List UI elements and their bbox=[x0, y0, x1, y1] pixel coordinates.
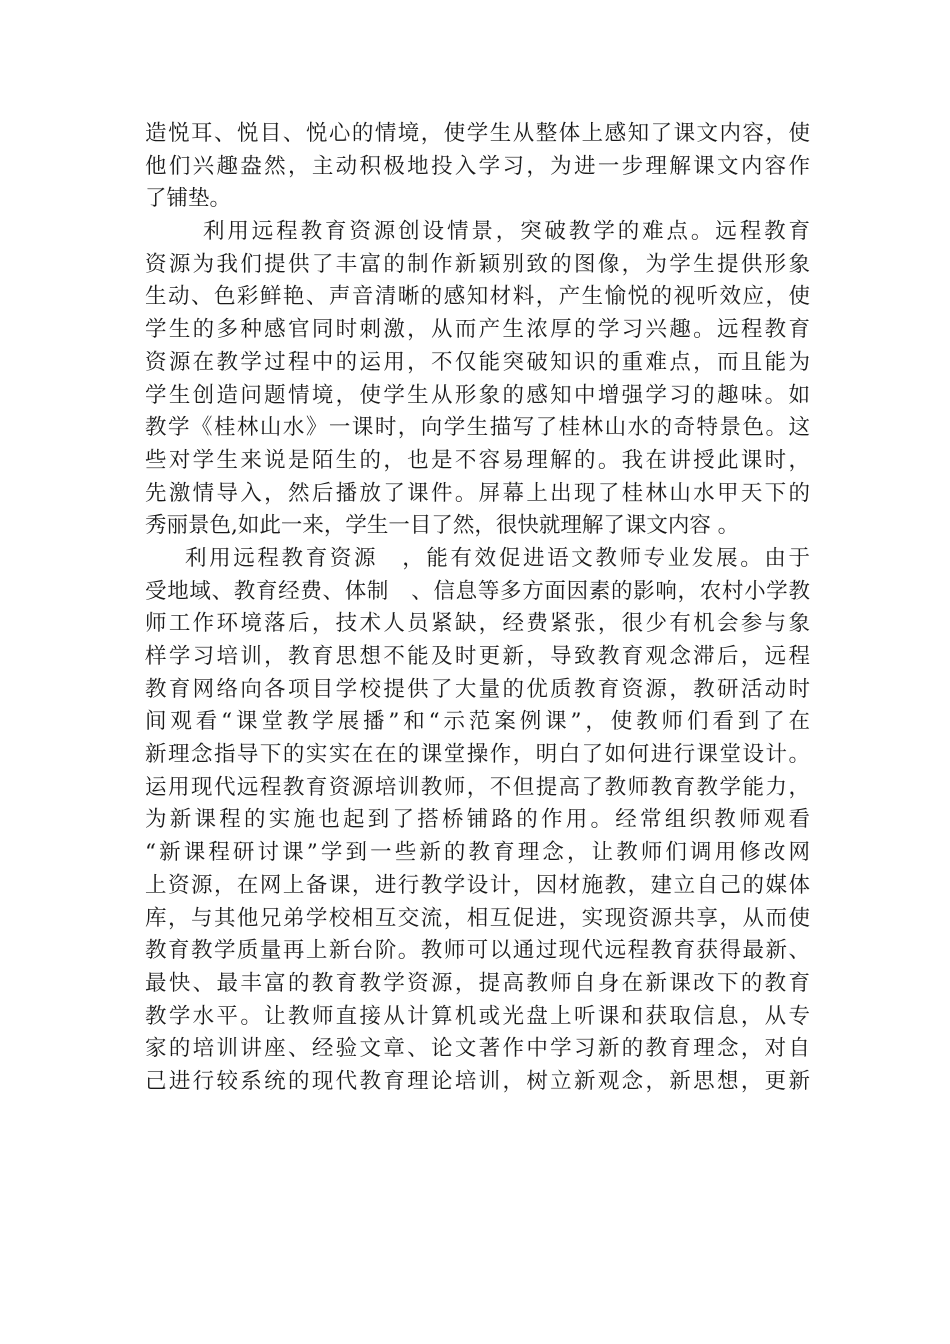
text-line: 最快、最丰富的教育教学资源，提高教师自身在新课改下的教育 bbox=[145, 970, 810, 996]
text-line: 利用远程教育资源创设情景，突破教学的难点。远程教育 bbox=[203, 219, 810, 245]
text-line: 些对学生来说是陌生的，也是不容易理解的。我在讲授此课时， bbox=[145, 447, 810, 473]
text-line: 了铺垫。 bbox=[145, 186, 232, 212]
text-line: 家的培训讲座、经验文章、论文著作中学习新的教育理念，对自 bbox=[145, 1036, 810, 1062]
text-line: 生动、色彩鲜艳、声音清晰的感知材料，产生愉悦的视听效应，使 bbox=[145, 284, 810, 310]
text-line: 运用现代远程教育资源培训教师，不但提高了教师教育教学能力， bbox=[145, 774, 810, 800]
text-line: 先激情导入，然后播放了课件。屏幕上出现了桂林山水甲天下的 bbox=[145, 480, 810, 506]
text-line: 学生创造问题情境，使学生从形象的感知中增强学习的趣味。如 bbox=[145, 382, 810, 408]
text-line: 样学习培训，教育思想不能及时更新，导致教育观念滞后，远程 bbox=[145, 644, 810, 669]
text-line: 资源为我们提供了丰富的制作新颖别致的图像，为学生提供形象 bbox=[145, 251, 810, 277]
text-line: 造悦耳、悦目、悦心的情境，使学生从整体上感知了课文内容，使 bbox=[145, 121, 810, 146]
text-line: 秀丽景色,如此一来，学生一目了然，很快就理解了课文内容 。 bbox=[145, 513, 740, 539]
paragraph-1 bbox=[145, 118, 810, 216]
paragraph-3 bbox=[145, 543, 810, 1099]
text-line: 库，与其他兄弟学校相互交流，相互促进，实现资源共享，从而使 bbox=[145, 905, 810, 931]
text-line: 教学《桂林山水》一课时，向学生描写了桂林山水的奇特景色。这 bbox=[145, 415, 810, 441]
text-line: 师工作环境落后，技术人员紧缺，经费紧张，很少有机会参与象 bbox=[145, 611, 810, 637]
text-line: 教育教学质量再上新台阶。教师可以通过现代远程教育获得最新、 bbox=[145, 938, 810, 964]
text-line: 资源在教学过程中的运用，不仅能突破知识的重难点，而且能为 bbox=[145, 349, 810, 375]
text-line: 受地域、教育经费、体制 、信息等多方面因素的影响，农村小学教 bbox=[145, 578, 810, 604]
paragraph-2 bbox=[145, 216, 810, 543]
text-line: 他们兴趣盎然，主动积极地投入学习，为进一步理解课文内容作 bbox=[145, 153, 810, 179]
text-line: 上资源，在网上备课，进行教学设计，因材施教，建立自己的媒体 bbox=[145, 872, 810, 898]
document-body bbox=[145, 118, 810, 1099]
text-line: 教学水平。让教师直接从计算机或光盘上听课和获取信息，从专 bbox=[145, 1003, 810, 1029]
text-line: 间观看“课堂教学展播”和“示范案例课”，使教师们看到了在 bbox=[145, 709, 810, 735]
text-line: “新课程研讨课”学到一些新的教育理念，让教师们调用修改网 bbox=[145, 840, 810, 866]
text-line: 教育网络向各项目学校提供了大量的优质教育资源，教研活动时 bbox=[145, 676, 810, 702]
text-line: 为新课程的实施也起到了搭桥铺路的作用。经常组织教师观看 bbox=[145, 807, 810, 833]
text-line: 学生的多种感官同时刺激，从而产生浓厚的学习兴趣。远程教育 bbox=[145, 317, 810, 343]
text-line: 己进行较系统的现代教育理论培训，树立新观念，新思想，更新 bbox=[145, 1068, 810, 1094]
text-line: 新理念指导下的实实在在的课堂操作，明白了如何进行课堂设计。 bbox=[145, 742, 810, 768]
text-line: 利用远程教育资源 ，能有效促进语文教师专业发展。由于 bbox=[185, 545, 810, 571]
